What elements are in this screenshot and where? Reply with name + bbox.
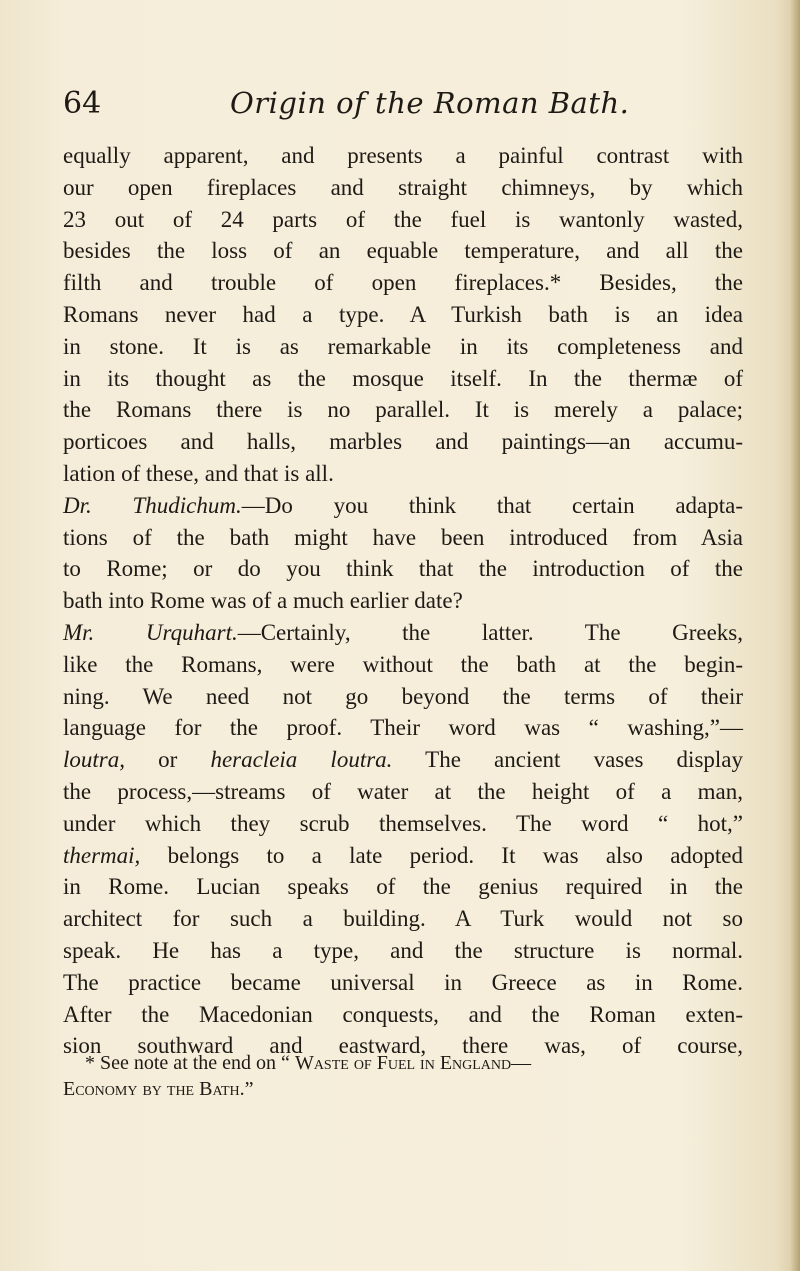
- text-line: ning. We need not go beyond the terms of their: [63, 683, 743, 709]
- page-header: [63, 86, 743, 126]
- text-line: under which they scrub themselves. The word “ hot,”: [63, 810, 743, 836]
- text-line: After the Macedonian conquests, and the Roman exten-: [63, 1001, 743, 1027]
- text-line: The practice became universal in Greece as in Rome.: [63, 969, 743, 995]
- footnote-line: Economy by the Bath.”: [63, 1078, 254, 1100]
- text-line: tions of the bath might have been introduced from Asia: [63, 524, 743, 550]
- text-line: language for the proof. Their word was “ washing,”—: [63, 715, 743, 741]
- body-text: [63, 140, 743, 1062]
- text-line: to Rome; or do you think that the introduction of the: [63, 556, 743, 582]
- text-line: in stone. It is as remarkable in its completeness and: [63, 333, 743, 359]
- page-edge-shadow: [790, 0, 800, 1271]
- page-number: 64: [63, 86, 102, 121]
- text-line: speak. He has a type, and the structure is normal.: [63, 937, 743, 963]
- footnote: [63, 1050, 743, 1102]
- text-line: in its thought as the mosque itself. In the thermæ of: [63, 365, 743, 391]
- speaker-line: Dr. Thudichum.—Do you think that certain adapta-: [63, 492, 744, 518]
- text-line: our open fireplaces and straight chimneys, by which: [63, 174, 743, 200]
- text-line: the Romans there is no parallel. It is merely a palace;: [63, 397, 743, 423]
- text-line: porticoes and halls, marbles and paintings—an accumu-: [63, 429, 743, 455]
- text-line: Romans never had a type. A Turkish bath is an idea: [63, 301, 743, 327]
- text-line: thermai, belongs to a late period. It was also adopted: [63, 842, 743, 868]
- running-title: Origin of the Roman Bath.: [230, 86, 630, 120]
- speaker-line: Mr. Urquhart.—Certainly, the latter. The Greeks,: [63, 619, 744, 645]
- text-line: the process,—streams of water at the height of a man,: [63, 778, 743, 804]
- text-line: in Rome. Lucian speaks of the genius required in the: [63, 874, 743, 900]
- text-line: lation of these, and that is all.: [63, 460, 334, 486]
- text-line: architect for such a building. A Turk would not so: [63, 906, 743, 932]
- text-line: 23 out of 24 parts of the fuel is wantonly wasted,: [63, 206, 743, 232]
- text-line: bath into Rome was of a much earlier date?: [63, 588, 463, 614]
- text-line: filth and trouble of open fireplaces.* Besides, the: [63, 270, 743, 296]
- text-line: equally apparent, and presents a painful contrast with: [63, 143, 743, 168]
- text-line: loutra, or heracleia loutra. The ancient vases display: [63, 747, 743, 773]
- text-line: besides the loss of an equable temperature, and all the: [63, 238, 743, 264]
- text-line: sion southward and eastward, there was, of course,: [63, 1033, 743, 1059]
- text-line: like the Romans, were without the bath at the begin-: [63, 651, 743, 677]
- footnote-line: * See note at the end on “ Waste of Fuel in England—: [85, 1052, 532, 1074]
